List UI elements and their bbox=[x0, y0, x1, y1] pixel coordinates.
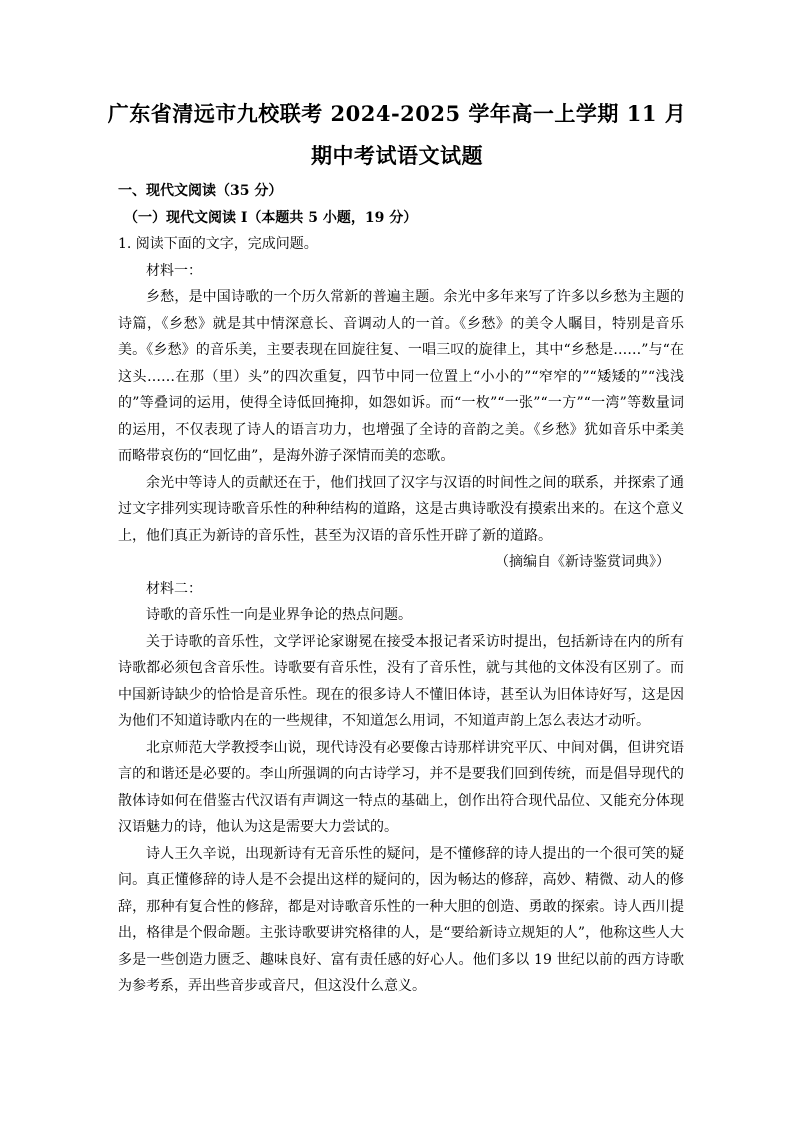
material-2-paragraph-4: 诗人王久辛说，出现新诗有无音乐性的疑问，是不懂修辞的诗人提出的一个很可笑的疑问。真正懂修辞的诗人是不会提出这样的疑问的，因为畅达的修辞，高妙、精微、动人的修辞，那种有复合性的修辞，都是对诗歌音乐性的一种大胆的创造、勇敢的探索。诗人西川提出，格律是个假命题。主张诗歌要讲究格律的人，是“要给新诗立规矩的人”，他称这些人大多是一些创造力匮乏、趣味良好、富有责任感的好心人。他们多以 19 世纪以前的西方诗歌为参考系，弄出些音步或音尺，但这没什么意义。 bbox=[118, 845, 684, 994]
document-title-line-2: 期中考试语文试题 bbox=[311, 143, 483, 168]
material-2-paragraph-1: 诗歌的音乐性一向是业界争论的热点问题。 bbox=[146, 607, 412, 623]
material-2-paragraph-2: 关于诗歌的音乐性，文学评论家谢冕在接受本报记者采访时提出，包括新诗在内的所有诗歌都必须包含音乐性。诗歌要有音乐性，没有了音乐性，就与其他的文体没有区别了。而中国新诗缺少的恰恰是音乐性。现在的很多诗人不懂旧体诗，甚至认为旧体诗好写，这是因为他们不知道诗歌内在的一些规律，不知道怎么用词，不知道声韵上怎么表达才动听。 bbox=[118, 633, 684, 729]
subsection-heading: （一）现代文阅读 I（本题共 5 小题，19 分） bbox=[124, 209, 418, 226]
material-2-paragraph-3: 北京师范大学教授李山说，现代诗没有必要像古诗那样讲究平仄、中间对偶，但讲究语言的和谐还是必要的。李山所强调的向古诗学习，并不是要我们回到传统，而是倡导现代的散体诗如何在借鉴古代汉语有声调这一特点的基础上，创作出符合现代品位、又能充分体现汉语魅力的诗，他认为这是需要大力尝试的。 bbox=[118, 739, 684, 835]
material-2-label: 材料二： bbox=[146, 580, 202, 597]
document-body bbox=[118, 178, 684, 1000]
material-1-label: 材料一： bbox=[146, 262, 202, 279]
material-1-paragraph-2: 余光中等诗人的贡献还在于，他们找回了汉字与汉语的时间性之间的联系，并探索了通过文字排列实现诗歌音乐性的种种结构的道路，这是古典诗歌没有摸索出来的。在这个意义上，他们真正为新诗的音乐性，甚至为汉语的音乐性开辟了新的道路。 bbox=[118, 474, 684, 544]
section-heading: 一、现代文阅读（35 分） bbox=[118, 183, 283, 199]
material-1-paragraph-1: 乡愁，是中国诗歌的一个历久常新的普遍主题。余光中多年来写了许多以乡愁为主题的诗篇，《乡愁》就是其中情深意长、音调动人的一首。《乡愁》的美令人瞩目，特别是音乐美。《乡愁》的音乐美，主要表现在回旋往复、一唱三叹的旋律上，其中“乡愁是……”与“在这头……在那（里）头”的四次重复，四节中同一位置上“小小的”“窄窄的”“矮矮的”“浅浅的”等叠词的运用，使得全诗低回掩抑，如怨如诉。而“一枚”“一张”“一方”“一湾”等数量词的运用，不仅表现了诗人的语言功力，也增强了全诗的音韵之美。《乡愁》犹如音乐中柔美而略带哀伤的“回忆曲”，是海外游子深情而美的恋歌。 bbox=[118, 289, 684, 464]
material-1-source: （摘编自《新诗鉴赏词典》） bbox=[495, 554, 670, 570]
document-title-line-1: 广东省清远市九校联考 2024-2025 学年高一上学期 11 月 bbox=[107, 101, 687, 126]
question-prompt: 1. 阅读下面的文字，完成问题。 bbox=[118, 236, 318, 252]
